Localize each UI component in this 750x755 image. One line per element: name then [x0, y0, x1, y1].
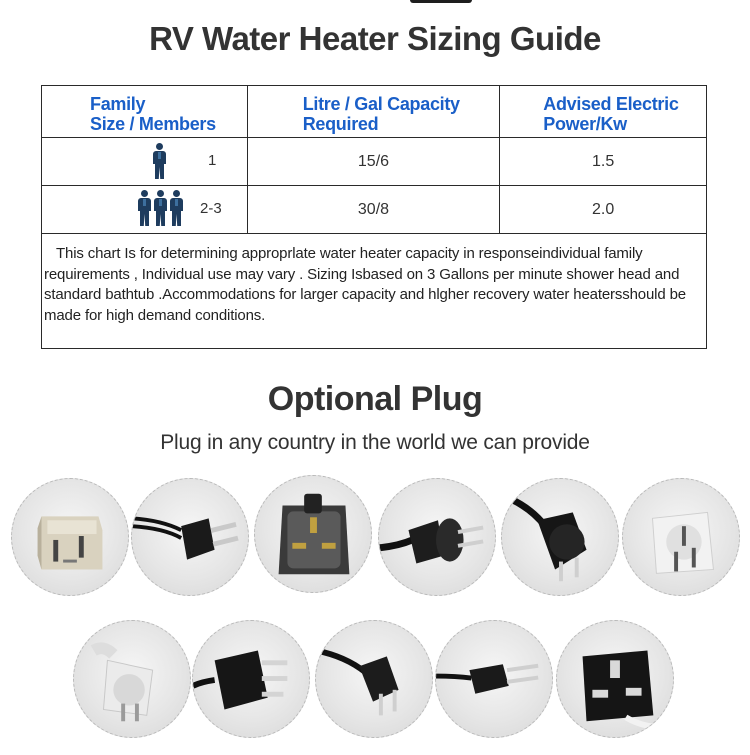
header-power	[500, 86, 707, 138]
person-icon	[154, 190, 167, 226]
white-angled-schuko-plug-icon	[73, 620, 191, 738]
person-icon-group	[138, 190, 183, 226]
capacity-cell: 15/6	[247, 138, 500, 186]
members-cell	[42, 186, 248, 234]
note-cell	[42, 234, 707, 349]
capacity-cell: 30/8	[247, 186, 500, 234]
sizing-table	[41, 85, 707, 349]
power-cell: 2.0	[500, 186, 707, 234]
person-icon	[153, 143, 166, 179]
optional-plug-subtitle: Plug in any country in the world we can provide	[160, 431, 590, 454]
person-icon	[138, 190, 151, 226]
eu-round-plug-icon	[378, 478, 496, 596]
person-icon-group	[153, 143, 166, 184]
universal-adapter-plug-icon	[11, 478, 129, 596]
eu-two-pin-plug-icon	[435, 620, 553, 738]
us-two-pin-plug-icon	[131, 478, 249, 596]
table-note-row	[42, 234, 707, 349]
uk-three-pin-plug-icon	[254, 475, 372, 593]
header-power-line1: Advised Electric	[543, 93, 679, 114]
header-family-size	[42, 86, 248, 138]
table-row	[42, 186, 707, 234]
members-count: 1	[208, 152, 217, 169]
table-row	[42, 138, 707, 186]
page-title: RV Water Heater Sizing Guide	[149, 20, 601, 57]
header-family-line2: Size / Members	[90, 113, 216, 134]
header-capacity-line1: Litre / Gal Capacity	[302, 93, 460, 114]
us-three-prong-plug-icon	[192, 620, 310, 738]
table-header-row	[42, 86, 707, 138]
header-family-line1: Family	[90, 93, 146, 114]
optional-plug-title: Optional Plug	[267, 380, 483, 418]
power-cell: 1.5	[500, 138, 707, 186]
members-cell	[42, 138, 248, 186]
members-count: 2-3	[200, 200, 222, 217]
header-capacity-line2: Required	[302, 113, 379, 134]
top-image-fragment	[410, 0, 472, 3]
angled-eu-plug-icon	[315, 620, 433, 738]
note-text: This chart Is for determining approprlate water heater capacity in responseindividual family requirements , Individual use may vary . Sizing Isbased on 3 Gallons per minute shower head and standard bathtub .Accommodations for larger capacity and hlgher recovery water heatersshould be made for high demand conditions.	[44, 245, 686, 324]
uk-fused-plug-icon	[556, 620, 674, 738]
header-capacity	[247, 86, 500, 138]
white-schuko-plug-icon	[622, 478, 740, 596]
header-power-line2: Power/Kw	[543, 113, 627, 134]
schuko-plug-icon	[501, 478, 619, 596]
person-icon	[170, 190, 183, 226]
